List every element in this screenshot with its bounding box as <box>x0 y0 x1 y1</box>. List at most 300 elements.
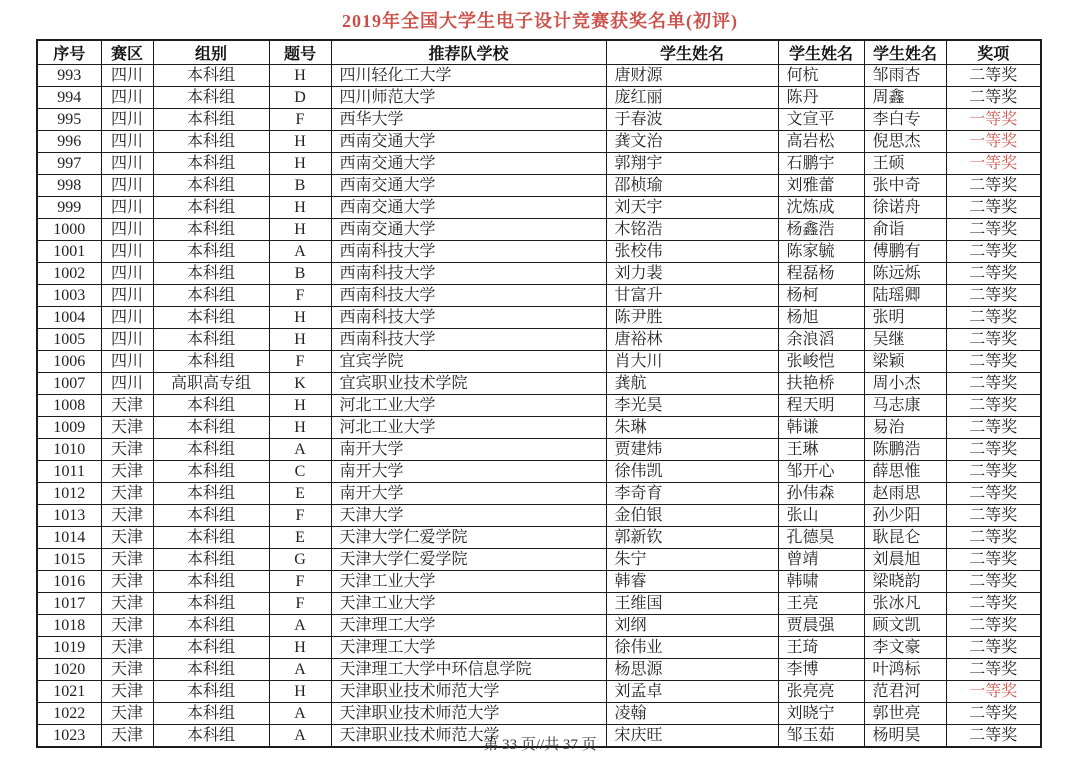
cell-student3: 张明 <box>864 307 946 329</box>
cell-student1: 刘天宇 <box>606 197 778 219</box>
cell-student2: 程磊杨 <box>778 263 864 285</box>
results-table <box>36 39 1042 748</box>
cell-student2: 李博 <box>778 659 864 681</box>
table-row <box>37 461 1041 483</box>
table-row <box>37 65 1041 87</box>
cell-group: 本科组 <box>153 681 269 703</box>
cell-student3: 范君河 <box>864 681 946 703</box>
cell-topic: G <box>269 549 331 571</box>
cell-student1: 朱宁 <box>606 549 778 571</box>
cell-group: 本科组 <box>153 417 269 439</box>
page-footer: 第 33 页//共 37 页 <box>483 737 597 753</box>
cell-region: 四川 <box>101 175 153 197</box>
cell-region: 天津 <box>101 593 153 615</box>
cell-group: 本科组 <box>153 87 269 109</box>
cell-region: 天津 <box>101 417 153 439</box>
table-row <box>37 263 1041 285</box>
cell-school: 宜宾职业技术学院 <box>331 373 606 395</box>
cell-student3: 周鑫 <box>864 87 946 109</box>
cell-school: 西南交通大学 <box>331 131 606 153</box>
cell-award: 一等奖 <box>946 131 1041 153</box>
cell-index: 996 <box>37 131 101 153</box>
cell-topic: A <box>269 615 331 637</box>
cell-group: 本科组 <box>153 637 269 659</box>
cell-student3: 马志康 <box>864 395 946 417</box>
cell-student3: 张冰凡 <box>864 593 946 615</box>
cell-student3: 俞诣 <box>864 219 946 241</box>
cell-topic: H <box>269 307 331 329</box>
cell-group: 本科组 <box>153 549 269 571</box>
cell-topic: F <box>269 285 331 307</box>
cell-student2: 邹开心 <box>778 461 864 483</box>
cell-school: 西南科技大学 <box>331 241 606 263</box>
cell-award: 二等奖 <box>946 373 1041 395</box>
cell-index: 1020 <box>37 659 101 681</box>
cell-student3: 张中奇 <box>864 175 946 197</box>
cell-school: 西南交通大学 <box>331 197 606 219</box>
header-cell-region: 赛区 <box>101 40 153 65</box>
cell-school: 宜宾学院 <box>331 351 606 373</box>
cell-student1: 李奇育 <box>606 483 778 505</box>
cell-group: 本科组 <box>153 483 269 505</box>
table-row <box>37 681 1041 703</box>
table-row <box>37 483 1041 505</box>
table-body <box>37 65 1041 748</box>
cell-topic: D <box>269 87 331 109</box>
cell-student2: 韩谦 <box>778 417 864 439</box>
cell-group: 本科组 <box>153 285 269 307</box>
cell-group: 本科组 <box>153 505 269 527</box>
cell-award: 二等奖 <box>946 461 1041 483</box>
cell-region: 天津 <box>101 483 153 505</box>
cell-student1: 邵桢瑜 <box>606 175 778 197</box>
cell-student1: 徐伟业 <box>606 637 778 659</box>
cell-topic: E <box>269 527 331 549</box>
cell-region: 天津 <box>101 615 153 637</box>
cell-topic: F <box>269 593 331 615</box>
cell-student3: 陆瑶卿 <box>864 285 946 307</box>
cell-group: 本科组 <box>153 153 269 175</box>
table-row <box>37 241 1041 263</box>
cell-award: 二等奖 <box>946 197 1041 219</box>
cell-group: 本科组 <box>153 615 269 637</box>
cell-student2: 扶艳桥 <box>778 373 864 395</box>
cell-student2: 刘雅蕾 <box>778 175 864 197</box>
cell-student3: 耿昆仑 <box>864 527 946 549</box>
cell-school: 西南交通大学 <box>331 219 606 241</box>
cell-student3: 李文豪 <box>864 637 946 659</box>
table-row <box>37 307 1041 329</box>
cell-student2: 贾晨强 <box>778 615 864 637</box>
table-row <box>37 197 1041 219</box>
cell-student1: 刘力裴 <box>606 263 778 285</box>
cell-index: 1013 <box>37 505 101 527</box>
cell-student2: 王亮 <box>778 593 864 615</box>
cell-student3: 易治 <box>864 417 946 439</box>
table-row <box>37 131 1041 153</box>
cell-region: 天津 <box>101 549 153 571</box>
header-cell-student2: 学生姓名 <box>778 40 864 65</box>
cell-region: 四川 <box>101 197 153 219</box>
cell-school: 河北工业大学 <box>331 395 606 417</box>
cell-group: 本科组 <box>153 263 269 285</box>
cell-school: 天津理工大学 <box>331 615 606 637</box>
table-row <box>37 351 1041 373</box>
cell-region: 四川 <box>101 263 153 285</box>
cell-student2: 高岩松 <box>778 131 864 153</box>
cell-topic: H <box>269 417 331 439</box>
cell-school: 河北工业大学 <box>331 417 606 439</box>
cell-student3: 王硕 <box>864 153 946 175</box>
cell-region: 四川 <box>101 65 153 87</box>
cell-region: 四川 <box>101 373 153 395</box>
cell-school: 西南交通大学 <box>331 175 606 197</box>
cell-school: 南开大学 <box>331 461 606 483</box>
cell-student2: 何杭 <box>778 65 864 87</box>
cell-award: 二等奖 <box>946 615 1041 637</box>
cell-index: 1016 <box>37 571 101 593</box>
cell-region: 四川 <box>101 153 153 175</box>
cell-school: 天津职业技术师范大学 <box>331 681 606 703</box>
table-row <box>37 109 1041 131</box>
cell-student3: 倪思杰 <box>864 131 946 153</box>
cell-award: 二等奖 <box>946 439 1041 461</box>
cell-index: 1011 <box>37 461 101 483</box>
cell-topic: F <box>269 351 331 373</box>
cell-school: 天津理工大学中环信息学院 <box>331 659 606 681</box>
cell-school: 四川轻化工大学 <box>331 65 606 87</box>
cell-index: 993 <box>37 65 101 87</box>
table-row <box>37 593 1041 615</box>
header-cell-topic: 题号 <box>269 40 331 65</box>
cell-award: 二等奖 <box>946 395 1041 417</box>
cell-award: 二等奖 <box>946 505 1041 527</box>
cell-index: 999 <box>37 197 101 219</box>
cell-award: 一等奖 <box>946 153 1041 175</box>
cell-student1: 肖大川 <box>606 351 778 373</box>
cell-award: 二等奖 <box>946 527 1041 549</box>
cell-student3: 孙少阳 <box>864 505 946 527</box>
cell-region: 天津 <box>101 395 153 417</box>
cell-region: 四川 <box>101 131 153 153</box>
table-row <box>37 527 1041 549</box>
cell-student2: 陈丹 <box>778 87 864 109</box>
cell-student3: 叶鸿标 <box>864 659 946 681</box>
cell-school: 西南科技大学 <box>331 307 606 329</box>
cell-student3: 郭世亮 <box>864 703 946 725</box>
cell-region: 四川 <box>101 87 153 109</box>
cell-index: 1006 <box>37 351 101 373</box>
cell-student2: 曾靖 <box>778 549 864 571</box>
cell-student2: 王琦 <box>778 637 864 659</box>
cell-topic: F <box>269 571 331 593</box>
table-row <box>37 153 1041 175</box>
cell-school: 西华大学 <box>331 109 606 131</box>
cell-region: 天津 <box>101 725 153 748</box>
cell-award: 二等奖 <box>946 263 1041 285</box>
cell-topic: E <box>269 483 331 505</box>
cell-region: 天津 <box>101 703 153 725</box>
cell-student3: 陈鹏浩 <box>864 439 946 461</box>
cell-topic: C <box>269 461 331 483</box>
cell-student2: 张峻恺 <box>778 351 864 373</box>
cell-award: 二等奖 <box>946 329 1041 351</box>
cell-school: 天津理工大学 <box>331 637 606 659</box>
cell-region: 四川 <box>101 241 153 263</box>
cell-school: 西南科技大学 <box>331 285 606 307</box>
table-row <box>37 219 1041 241</box>
cell-region: 天津 <box>101 505 153 527</box>
cell-student2: 孔德昊 <box>778 527 864 549</box>
cell-student3: 李白专 <box>864 109 946 131</box>
cell-student1: 木铭浩 <box>606 219 778 241</box>
cell-student2: 张亮亮 <box>778 681 864 703</box>
cell-group: 本科组 <box>153 725 269 748</box>
cell-index: 995 <box>37 109 101 131</box>
cell-student2: 杨鑫浩 <box>778 219 864 241</box>
cell-topic: A <box>269 725 331 748</box>
table-row <box>37 395 1041 417</box>
cell-index: 1018 <box>37 615 101 637</box>
cell-student1: 贾建炜 <box>606 439 778 461</box>
cell-award: 二等奖 <box>946 219 1041 241</box>
cell-student1: 甘富升 <box>606 285 778 307</box>
cell-student3: 梁颖 <box>864 351 946 373</box>
cell-topic: A <box>269 439 331 461</box>
cell-region: 四川 <box>101 307 153 329</box>
cell-index: 1002 <box>37 263 101 285</box>
cell-topic: H <box>269 329 331 351</box>
cell-award: 二等奖 <box>946 593 1041 615</box>
cell-topic: H <box>269 197 331 219</box>
cell-index: 1001 <box>37 241 101 263</box>
cell-student2: 杨柯 <box>778 285 864 307</box>
table-row <box>37 329 1041 351</box>
cell-school: 天津大学仁爱学院 <box>331 549 606 571</box>
cell-index: 1022 <box>37 703 101 725</box>
table-row <box>37 373 1041 395</box>
cell-index: 1012 <box>37 483 101 505</box>
cell-student1: 唐财源 <box>606 65 778 87</box>
cell-index: 1014 <box>37 527 101 549</box>
cell-group: 本科组 <box>153 351 269 373</box>
cell-topic: K <box>269 373 331 395</box>
cell-student2: 石鹏宇 <box>778 153 864 175</box>
cell-student3: 杨明昊 <box>864 725 946 748</box>
cell-student2: 杨旭 <box>778 307 864 329</box>
cell-award: 二等奖 <box>946 483 1041 505</box>
cell-school: 天津职业技术师范大学 <box>331 725 606 748</box>
cell-school: 天津工业大学 <box>331 593 606 615</box>
cell-topic: H <box>269 153 331 175</box>
cell-region: 天津 <box>101 527 153 549</box>
cell-award: 二等奖 <box>946 351 1041 373</box>
cell-region: 四川 <box>101 329 153 351</box>
cell-group: 本科组 <box>153 395 269 417</box>
cell-group: 本科组 <box>153 703 269 725</box>
cell-topic: H <box>269 219 331 241</box>
table-row <box>37 417 1041 439</box>
cell-student2: 余浪滔 <box>778 329 864 351</box>
cell-group: 本科组 <box>153 439 269 461</box>
cell-topic: F <box>269 505 331 527</box>
cell-award: 二等奖 <box>946 637 1041 659</box>
cell-award: 二等奖 <box>946 307 1041 329</box>
cell-student1: 刘纲 <box>606 615 778 637</box>
cell-student2: 刘晓宁 <box>778 703 864 725</box>
table-row <box>37 659 1041 681</box>
cell-student1: 徐伟凯 <box>606 461 778 483</box>
cell-award: 二等奖 <box>946 87 1041 109</box>
cell-group: 本科组 <box>153 131 269 153</box>
cell-award: 一等奖 <box>946 681 1041 703</box>
cell-group: 本科组 <box>153 109 269 131</box>
cell-student3: 刘晨旭 <box>864 549 946 571</box>
table-row <box>37 87 1041 109</box>
cell-region: 天津 <box>101 461 153 483</box>
cell-topic: B <box>269 175 331 197</box>
cell-student1: 朱琳 <box>606 417 778 439</box>
cell-group: 本科组 <box>153 659 269 681</box>
cell-region: 天津 <box>101 659 153 681</box>
table-row <box>37 285 1041 307</box>
cell-student3: 周小杰 <box>864 373 946 395</box>
cell-student1: 郭翔宇 <box>606 153 778 175</box>
table-row <box>37 549 1041 571</box>
cell-index: 1007 <box>37 373 101 395</box>
cell-school: 四川师范大学 <box>331 87 606 109</box>
cell-student1: 于春波 <box>606 109 778 131</box>
cell-student1: 凌翰 <box>606 703 778 725</box>
cell-student1: 龚航 <box>606 373 778 395</box>
header-cell-student1: 学生姓名 <box>606 40 778 65</box>
cell-topic: B <box>269 263 331 285</box>
cell-school: 天津大学仁爱学院 <box>331 527 606 549</box>
cell-index: 1004 <box>37 307 101 329</box>
cell-region: 天津 <box>101 681 153 703</box>
cell-school: 南开大学 <box>331 483 606 505</box>
cell-index: 994 <box>37 87 101 109</box>
cell-index: 1008 <box>37 395 101 417</box>
cell-region: 四川 <box>101 285 153 307</box>
cell-topic: A <box>269 659 331 681</box>
header-cell-school: 推荐队学校 <box>331 40 606 65</box>
cell-student3: 薛思惟 <box>864 461 946 483</box>
header-cell-student3: 学生姓名 <box>864 40 946 65</box>
cell-student1: 韩睿 <box>606 571 778 593</box>
cell-award: 二等奖 <box>946 725 1041 748</box>
header-cell-index: 序号 <box>37 40 101 65</box>
cell-group: 本科组 <box>153 461 269 483</box>
cell-student2: 沈炼成 <box>778 197 864 219</box>
cell-region: 四川 <box>101 109 153 131</box>
cell-group: 本科组 <box>153 65 269 87</box>
cell-award: 二等奖 <box>946 285 1041 307</box>
cell-topic: H <box>269 131 331 153</box>
cell-student2: 陈家毓 <box>778 241 864 263</box>
cell-student1: 张校伟 <box>606 241 778 263</box>
cell-student2: 邹玉茹 <box>778 725 864 748</box>
cell-award: 二等奖 <box>946 417 1041 439</box>
cell-student3: 徐诺舟 <box>864 197 946 219</box>
cell-group: 本科组 <box>153 593 269 615</box>
cell-student3: 吴继 <box>864 329 946 351</box>
cell-student1: 郭新钦 <box>606 527 778 549</box>
cell-index: 1021 <box>37 681 101 703</box>
cell-group: 本科组 <box>153 307 269 329</box>
cell-student1: 陈尹胜 <box>606 307 778 329</box>
cell-student1: 李光昊 <box>606 395 778 417</box>
cell-student3: 陈远烁 <box>864 263 946 285</box>
cell-student1: 王维国 <box>606 593 778 615</box>
cell-award: 二等奖 <box>946 175 1041 197</box>
cell-student3: 梁晓韵 <box>864 571 946 593</box>
cell-student1: 庞红丽 <box>606 87 778 109</box>
cell-school: 西南科技大学 <box>331 329 606 351</box>
table-row <box>37 637 1041 659</box>
cell-index: 1015 <box>37 549 101 571</box>
cell-topic: H <box>269 65 331 87</box>
cell-topic: H <box>269 637 331 659</box>
cell-group: 本科组 <box>153 241 269 263</box>
cell-school: 天津工业大学 <box>331 571 606 593</box>
cell-student1: 唐裕林 <box>606 329 778 351</box>
cell-region: 天津 <box>101 637 153 659</box>
cell-award: 二等奖 <box>946 571 1041 593</box>
cell-region: 四川 <box>101 351 153 373</box>
cell-group: 本科组 <box>153 527 269 549</box>
cell-student2: 程天明 <box>778 395 864 417</box>
cell-group: 本科组 <box>153 219 269 241</box>
header-cell-award: 奖项 <box>946 40 1041 65</box>
cell-award: 一等奖 <box>946 109 1041 131</box>
cell-award: 二等奖 <box>946 549 1041 571</box>
table-row <box>37 615 1041 637</box>
cell-student2: 张山 <box>778 505 864 527</box>
cell-region: 天津 <box>101 439 153 461</box>
cell-school: 天津职业技术师范大学 <box>331 703 606 725</box>
cell-student3: 邹雨杏 <box>864 65 946 87</box>
table-row <box>37 571 1041 593</box>
cell-index: 1010 <box>37 439 101 461</box>
cell-index: 1023 <box>37 725 101 748</box>
cell-group: 高职高专组 <box>153 373 269 395</box>
cell-student1: 杨思源 <box>606 659 778 681</box>
cell-school: 南开大学 <box>331 439 606 461</box>
cell-award: 二等奖 <box>946 659 1041 681</box>
cell-school: 西南交通大学 <box>331 153 606 175</box>
cell-region: 天津 <box>101 571 153 593</box>
cell-student2: 王琳 <box>778 439 864 461</box>
cell-student1: 金伯银 <box>606 505 778 527</box>
cell-student2: 孙伟森 <box>778 483 864 505</box>
cell-student1: 宋庆旺 <box>606 725 778 748</box>
page-title: 2019年全国大学生电子设计竞赛获奖名单(初评) <box>342 11 738 31</box>
cell-student3: 顾文凯 <box>864 615 946 637</box>
cell-student1: 刘孟卓 <box>606 681 778 703</box>
cell-topic: F <box>269 109 331 131</box>
cell-group: 本科组 <box>153 329 269 351</box>
cell-index: 1009 <box>37 417 101 439</box>
cell-student3: 傅鹏有 <box>864 241 946 263</box>
cell-topic: H <box>269 395 331 417</box>
cell-group: 本科组 <box>153 197 269 219</box>
table-header-row <box>37 40 1041 65</box>
cell-school: 天津大学 <box>331 505 606 527</box>
cell-award: 二等奖 <box>946 65 1041 87</box>
cell-group: 本科组 <box>153 571 269 593</box>
cell-topic: A <box>269 241 331 263</box>
